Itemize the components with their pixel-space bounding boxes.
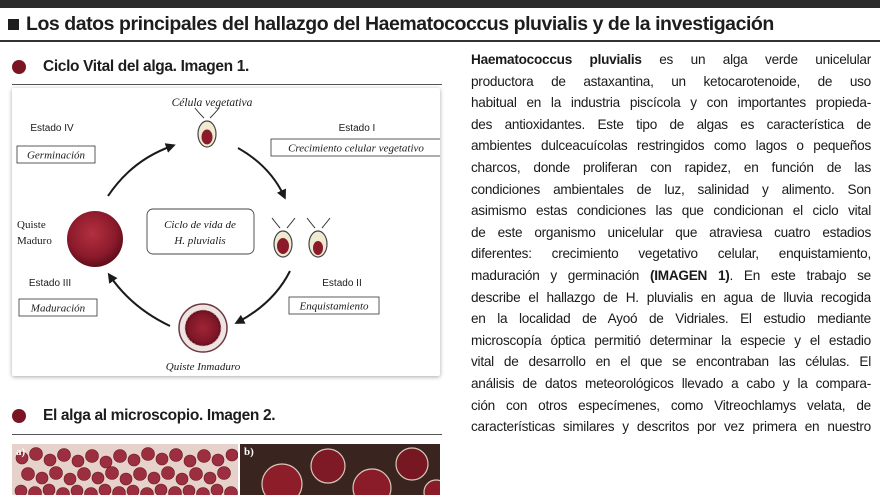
title-divider: [0, 40, 880, 42]
text-line: microscopía óptica permitió determinar la especie y el estadio: [471, 332, 871, 348]
panel-label-a: a): [16, 446, 26, 458]
arrow-to-vegetative-cell: [108, 146, 172, 196]
microscope-image-b: [240, 444, 440, 495]
arrow-to-quiste-inmaduro: [238, 271, 290, 322]
label-vegetative-cell: Célula vegetativa: [171, 97, 253, 109]
text-line: asimismo estas condiciones las que condicionan el ciclo vital: [471, 203, 871, 219]
center-label-line-1: Ciclo de vida de: [164, 219, 236, 231]
life-cycle-diagram: [12, 88, 440, 376]
bullet-dot-icon: [12, 60, 26, 74]
estado-1-title: Estado I: [338, 123, 376, 134]
estado-3-label: Maduración: [30, 302, 86, 315]
section-heading-cycle: [12, 58, 249, 76]
vegetative-cell-icon: [195, 108, 219, 147]
title-row: [0, 8, 880, 40]
quiste-maduro-label-2: Maduro: [17, 235, 52, 247]
mature-cyst-icon: [67, 211, 123, 267]
species-name: Haematococcus pluvialis: [471, 52, 642, 67]
text-line: condiciones ambientales de luz, salinidad y alimento. Son: [471, 181, 871, 197]
text-line: diferentes: crecimiento vegetativo celular, enquistamiento,: [471, 246, 871, 262]
microscope-cells-b: [240, 444, 440, 495]
title-bullet-square: [8, 19, 19, 30]
estado-2-title: Estado II: [322, 278, 362, 289]
article-body: [471, 49, 871, 438]
section-divider: [12, 434, 442, 435]
microscope-cells-a: [12, 444, 238, 495]
text-line: maduración y germinación (IMAGEN 1). En este trabajo se: [471, 267, 871, 283]
text-line: ambientes dulceacuícolas restringidos como lagos o pequeños: [471, 138, 871, 154]
arrow-to-quiste-maduro: [110, 276, 170, 326]
center-cycle-box: [147, 209, 254, 254]
estado-3-title: Estado III: [28, 278, 72, 289]
microscope-image-a: [12, 444, 238, 495]
quiste-inmaduro-label: Quiste Inmaduro: [165, 361, 241, 373]
text-line: vital de desarrollo en el que se encontraban las células. El: [471, 354, 871, 370]
bullet-dot-icon: [12, 409, 26, 423]
page-title: Los datos principales del hallazgo del Haematococcus pluvialis y de la investigación: [26, 12, 774, 35]
text-line: ción con otros especímenes, como Vitreochlamys velata, de: [471, 397, 871, 413]
encysting-cells-icon: [272, 218, 330, 257]
estado-4-label: Germinación: [26, 149, 86, 162]
text-line: análisis de datos meteorológicos llevado a cabo y la compara-: [471, 375, 871, 391]
text-line: de este organismo unicelular que atraviesa cuatro estadios: [471, 224, 871, 240]
estado-2-label: Enquistamiento: [299, 300, 369, 313]
image-reference: (IMAGEN 1): [649, 267, 730, 283]
text-line: características similares y descritos por vez primera en nuestro: [471, 419, 871, 435]
text-line: des antioxidantes. Este tipo de algas es característica de: [471, 116, 871, 132]
text-line: Haematococcus pluvialis es un alga verde unicelular: [471, 52, 871, 67]
center-label-line-2: H. pluvialis: [174, 235, 226, 247]
text-line: en la localidad de Ayoó de Vidriales. El estudio mediante: [471, 311, 871, 327]
text-line: describe el hallazgo de H. pluvialis en agua de lluvia recogida: [471, 289, 871, 305]
top-bar: [0, 0, 880, 8]
quiste-maduro-label-1: Quiste: [17, 219, 46, 231]
estado-4-title: Estado IV: [30, 123, 74, 134]
text-line: habitual en la industria piscícola y con importantes propieda-: [471, 95, 871, 111]
section-divider: [12, 84, 442, 85]
life-cycle-figure: [12, 88, 440, 376]
text-line: charcos, donde proliferan con rapidez, en función de las: [471, 159, 871, 175]
section-heading-microscope: [12, 407, 275, 425]
text-line: productora de astaxantina, un ketocarotenoide, de uso: [471, 73, 871, 89]
panel-label-b: b): [244, 446, 254, 458]
section-title: Ciclo Vital del alga. Imagen 1.: [43, 58, 249, 75]
immature-cyst-icon: [179, 304, 227, 352]
section-title: El alga al microscopio. Imagen 2.: [43, 407, 276, 424]
estado-1-label: Crecimiento celular vegetativo: [288, 142, 424, 155]
